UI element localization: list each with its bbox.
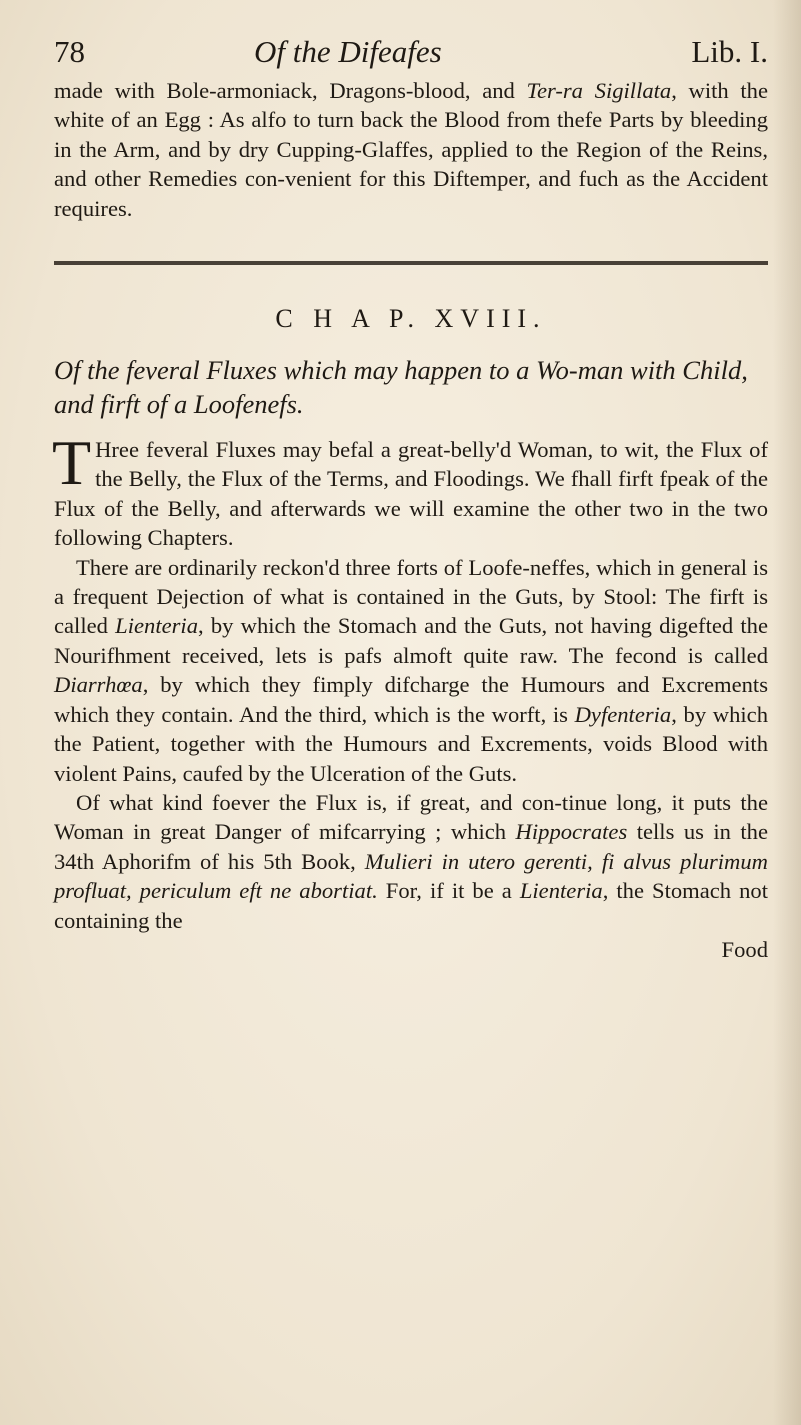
text-run: Hree feveral Fluxes may befal a great-belly'd Woman, to wit, the Flux of the Belly, the Flux of the Terms, and Floodings. We fhall firft fpeak of the Flux of the Belly, and afterwards we will examine the other two in the two following Chapters. [54,437,768,551]
italic-run: Mulieri in utero gerenti, fi alvus plurimum profluat, periculum eft ne abortiat. [54,848,768,904]
running-head [54,34,768,74]
book-label: Lib. I. [691,34,768,69]
text-run: , by which they fimply difcharge the Humours and Excrements which they contain. And the third, which is the worft, is [54,672,768,727]
catchword: Food [721,936,768,962]
text-run: , by which the Stomach and the Guts, not having digefted the Nourifhment received, lets is pafs almoft quite raw. The fecond is called [54,613,768,668]
italic-run: Hippocrates [515,819,628,845]
page-edge-shadow [773,0,801,1425]
chapter-body [52,427,769,964]
paragraph-loosenesses [54,553,768,788]
italic-run: Ter-ra Sigillata [526,78,672,103]
chapter-heading: C H A P. XVIII. [275,304,547,334]
italic-run: Lienteria [115,613,198,639]
continued-paragraph [54,76,768,223]
paragraph-danger [54,788,768,935]
text-run: For, if it be a [377,878,520,904]
text-run: tells us in the 34th Aphorifm of his 5th Book, [54,819,768,874]
drop-cap: T [52,427,92,499]
italic-run: Lienteria [519,878,603,904]
text-run: , the Stomach not containing the [54,878,768,933]
text-run: There are ordinarily reckon'd three forts of Loofe-neffes, which in general is a frequent Dejection of what is contained in the Guts, by Stool: The firft is called [54,554,768,639]
text-run: Of what kind foever the Flux is, if great, and con-tinue long, it puts the Woman in great Danger of mifcarrying ; which [54,789,768,845]
text-run: made with Bole-armoniack, Dragons-blood, and [54,78,527,103]
chapter-title: Of the feveral Fluxes which may happen to a Wo-man with Child, and firft of a Loofenefs. [54,355,748,420]
page-content [54,34,768,964]
section-rule [54,261,768,265]
page-number: 78 [54,34,85,69]
text-run: , with the white of an Egg : As alfo to turn back the Blood from thefe Parts by bleeding in the Arm, and by dry Cupping-Glaffes, applied to the Region of the Reins, and other Remedies con-venient for this Diftemper, and fuch as the Accident requires. [54,78,769,221]
text-run: , by which the Patient, together with the Humours and Excrements, voids Blood with violent Pains, caufed by the Ulceration of the Guts. [54,701,769,786]
italic-run: Diarrhœa [54,672,143,698]
italic-run: Dyfenteria [574,701,672,727]
opening-paragraph [52,427,768,553]
running-title: Of the Difeafes [254,34,442,69]
